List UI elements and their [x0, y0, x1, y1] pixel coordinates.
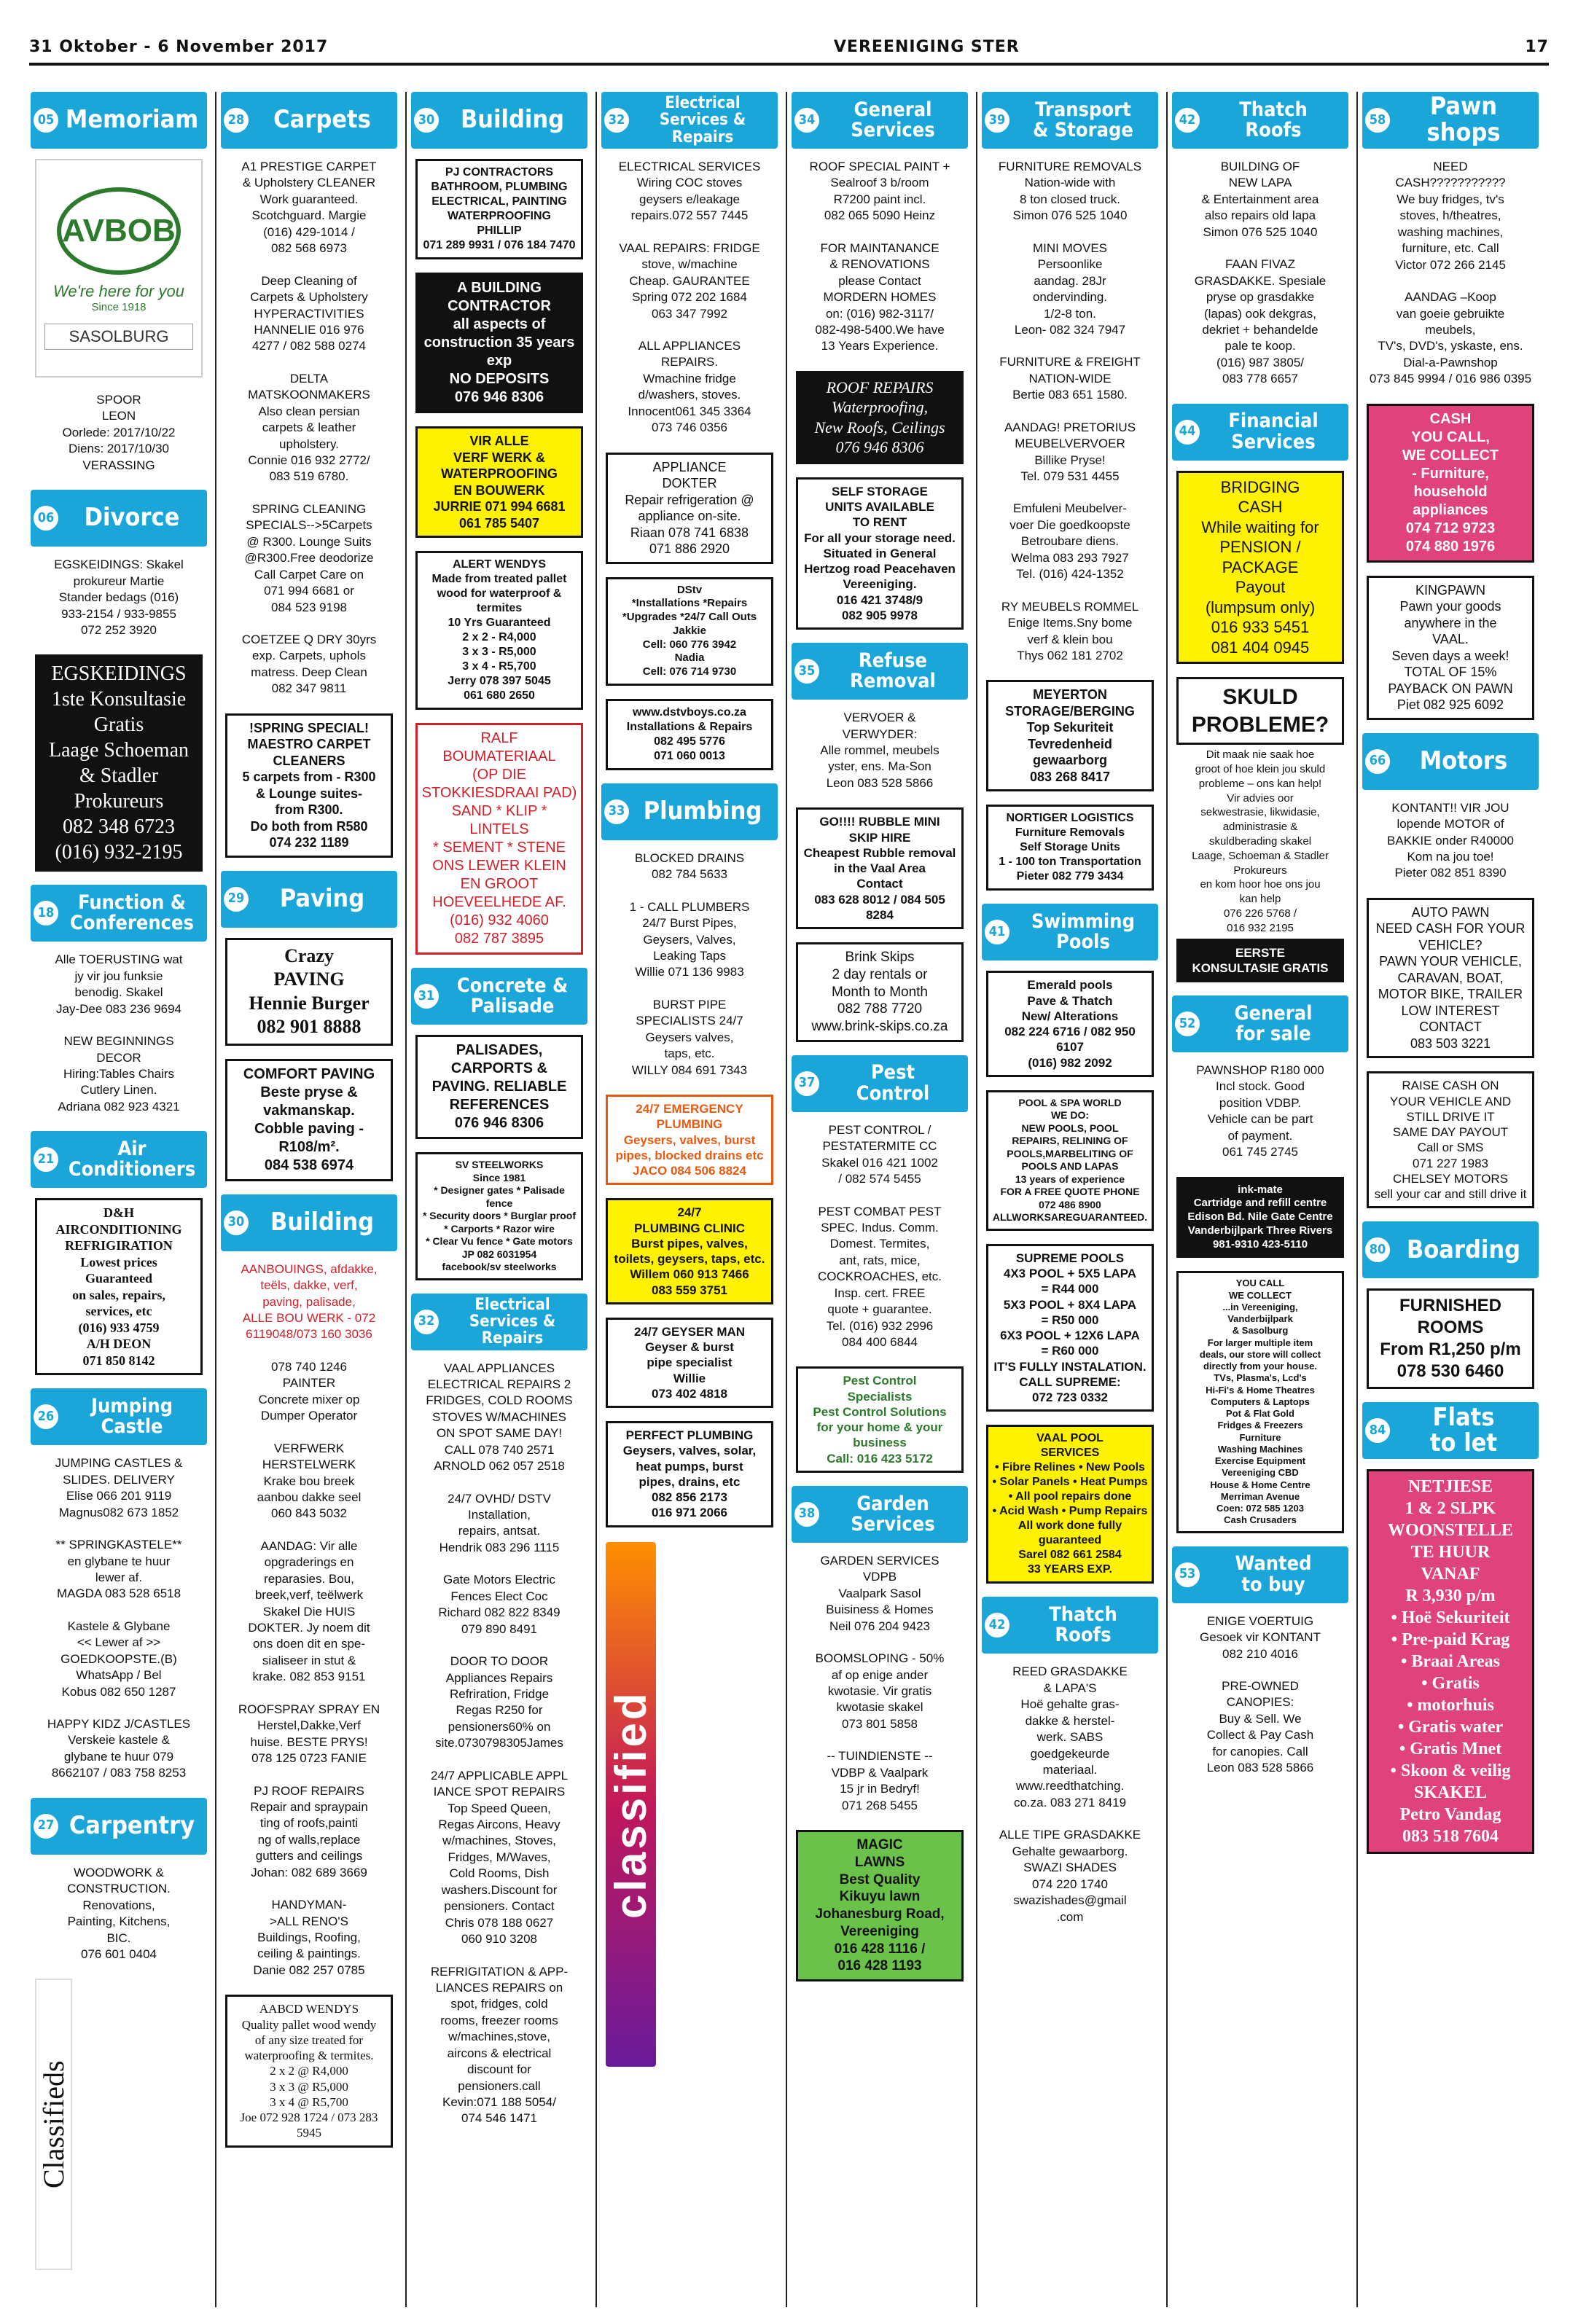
classified-ad: BURST PIPE SPECIALISTS 24/7 Geysers valves, taps, etc. WILLY 084 691 7343: [631, 997, 748, 1077]
section-title: Swimming Pools: [1031, 910, 1135, 954]
section-title: Concrete & Palisade: [456, 974, 569, 1017]
classified-ad: ROOF SPECIAL PAINT + Sealroof 3 b/room R7200 paint incl. 082 065 5090 Heinz: [809, 160, 950, 223]
section-title: Refuse Removal: [850, 649, 936, 693]
classified-ad: VAAL REPAIRS: FRIDGE stove, w/machine Cheap. GAURANTEE Spring 072 202 1684 063 347 7992: [619, 240, 760, 321]
classified-ad: PAWNSHOP R180 000 Incl stock. Good position VDBP. Vehicle can be part of payment. 061 745 2745: [1196, 1063, 1324, 1159]
column-2: [221, 92, 397, 2307]
section-number: 33: [604, 799, 629, 824]
classified-ad: 078 740 1246 PAINTER Concrete mixer op Dumper Operator: [258, 1359, 360, 1423]
classified-ad: WOODWORK & CONSTRUCTION. Renovations, Painting, Kitchens, BIC. 076 601 0404: [67, 1865, 171, 1961]
classified-ad: NEW BEGINNINGS DECOR Hiring:Tables Chairs Cutlery Linen. Adriana 082 923 4321: [58, 1034, 180, 1114]
section-concrete: [411, 968, 587, 1025]
classified-ad: ALLE TIPE GRASDAKKE Gehalte gewaarborg. SWAZI SHADES 074 220 1740 swazishades@gmail .com: [999, 1828, 1141, 1924]
column-divider: [595, 92, 597, 2307]
section-transport: [982, 92, 1158, 149]
column-6: [982, 92, 1158, 2307]
classified-ad: -- TUINDIENSTE -- VDBP & Vaalpark 15 jr in Bedryf! 071 268 5455: [827, 1749, 933, 1812]
section-refuse: [792, 643, 968, 700]
column-4: [601, 92, 778, 2307]
section-number: 21: [34, 1147, 58, 1172]
dstv-ad: DStv *Installations *Repairs *Upgrades *24/7 Call Outs Jakkie Cell: 060 776 3942 Nadia Cell: 076 714 9730: [606, 577, 773, 686]
display-ad: KINGPAWN Pawn your goods anywhere in the VAAL. Seven days a week! TOTAL OF 15% PAYBACK ON PAWN Piet 082 925 6092: [1367, 576, 1534, 720]
classified-ad: DOOR TO DOOR Appliances Repairs Refriration, Fridge Regas R250 for pensioners60% on site.0730798305James: [435, 1654, 563, 1750]
display-ad: NORTIGER LOGISTICS Furniture Removals Self Storage Units 1 - 100 ton Transportation Pieter 082 779 3434: [986, 805, 1154, 891]
classified-ad: 1 - CALL PLUMBERS 24/7 Burst Pipes, Geysers, Valves, Leaking Taps Willie 071 136 9983: [629, 899, 750, 979]
section-wanted: [1172, 1546, 1348, 1603]
classified-ad: EGSKEIDINGS: Skakel prokureur Martie Stander bedags (016) 933-2154 / 933-9855 072 252 3920: [54, 557, 184, 637]
display-ad: 24/7 EMERGENCY PLUMBING Geysers, valves, burst pipes, blocked drains etc JACO 084 506 8824: [606, 1095, 773, 1185]
avbob-location: SASOLBURG: [44, 324, 192, 350]
section-pawn: [1362, 92, 1539, 149]
section-plumbing: [601, 783, 778, 840]
classified-ad: AANBOUINGS, afdakke, teëls, dakke, verf, paving, palisade, ALLE BOU WERK - 072 6119048/073 160 3036: [241, 1261, 378, 1342]
section-carpentry: [31, 1798, 207, 1855]
display-ad: CASH YOU CALL, WE COLLECT - Furniture, household appliances 074 712 9723 074 880 1976: [1367, 404, 1534, 563]
section-number: 35: [794, 659, 819, 684]
display-ad: AABCD WENDYS Quality pallet wood wendy of any size treated for waterproofing & termites. 2 x 2 @ R4,000 3 x 3 @ R5,000 3 x 4 @ R5,700 Joe 072 928 1724 / 073 283 5945: [225, 1995, 393, 2147]
classified-ad: VERVOER & VERWYDER: Alle rommel, meubels yster, ens. Ma-Son Leon 083 528 5866: [820, 711, 940, 790]
display-ad: APPLIANCE DOKTER Repair refrigeration @ appliance on-site. Riaan 078 741 6838 071 886 2920: [606, 453, 773, 564]
classified-ad: KONTANT!! VIR JOU lopende MOTOR of BAKKIE onder R40000 Kom na jou toe! Pieter 082 851 8390: [1387, 800, 1514, 880]
header-rule: [29, 63, 1549, 66]
classified-ad: AANDAG: Vir alle opgraderings en reparasies. Bou, breek,verf, teëlwerk Skakel Die HUIS DOKTER. Jy noem dit ons doen dit en spe- sialiseer in stut & krake. 082 853 9151: [248, 1538, 370, 1684]
classified-ad: VAAL APPLIANCES ELECTRICAL REPAIRS 2 FRIDGES, COLD ROOMS STOVES W/MACHINES ON SPOT SAME DAY! CALL 078 740 2571 ARNOLD 062 057 2518: [426, 1361, 573, 1474]
avbob-logo: AVBOB: [57, 187, 181, 275]
classified-ad: JUMPING CASTLES & SLIDES. DELIVERY Elise 066 201 9119 Magnus082 673 1852: [55, 1456, 183, 1519]
classified-ad: PJ ROOF REPAIRS Repair and spraypain ting of roofs,painti ng of walls,replace gutters and ceilings Johan: 082 689 3669: [250, 1783, 368, 1879]
section-number: 39: [985, 108, 1009, 133]
section-number: 31: [414, 984, 439, 1009]
column-3: [411, 92, 587, 2307]
display-ad: www.dstvboys.co.za Installations & Repairs 082 495 5776 071 060 0013: [606, 699, 773, 770]
display-ad: Emerald pools Pave & Thatch New/ Alterations 082 224 6716 / 082 950 6107 (016) 982 2092: [986, 971, 1154, 1077]
section-title: Carpentry: [69, 1810, 195, 1840]
classified-ad: Gate Motors Electric Fences Elect Coc Richard 082 822 8349 079 890 8491: [438, 1573, 560, 1636]
classified-ad: BOOMSLOPING - 50% af op enige ander kwotasie. Vir gratis kwotasie skakel 073 801 5858: [815, 1651, 945, 1731]
display-ad: POOL & SPA WORLD WE DO: NEW POOLS, POOL REPAIRS, RELINING OF POOLS,MARBELITING OF POOLS AND LAPAS 13 years of experience FOR A FREE QUOTE PHONE 072 486 8900 ALLWORKSAREGUARANTEED.: [986, 1090, 1154, 1231]
display-ad: SV STEELWORKS Since 1981 * Designer gates * Palisade fence * Security doors * Burglar proof * Carports * Razor wire * Clear Vu fence * Gate motors JP 082 6031954 facebook/sv steelworks: [415, 1152, 583, 1280]
classified-ad: AANDAG! PRETORIUS MEUBELVERVOER Billike Pryse! Tel. 079 531 4455: [1004, 420, 1136, 483]
classified-ad: AANDAG –Koop van goeie gebruikte meubels, TV's, DVD's, yskaste, ens. Dial-a-Pawnshop 073 845 9994 / 016 986 0395: [1369, 290, 1532, 386]
display-ad: A BUILDING CONTRACTOR all aspects of construction 35 years exp NO DEPOSITS 076 946 8306: [415, 273, 583, 413]
section-number: 41: [985, 920, 1009, 944]
section-title: Plumbing: [643, 796, 762, 826]
section-motors: [1362, 733, 1539, 790]
classified-ad: 24/7 OVHD/ DSTV Installation, repairs, antsat. Hendrik 083 296 1115: [439, 1491, 560, 1554]
classified-ad: HAPPY KIDZ J/CASTLES Verskeie kastele & glybane te huur 079 8662107 / 083 758 8253: [47, 1717, 191, 1780]
display-ad-text: Dit maak nie saak hoe groot of hoe klein jou skuld probleme – ons kan help! Vir advies oor sekwestrasie, likwidasie, administrasie & skuldberading skakel Laage, Schoeman & Stadler Prokureurs en kom hoor hoe ons jou kan help 076 226 5768 / 016 932 2195: [1192, 748, 1329, 934]
section-title: Building: [460, 105, 565, 135]
display-ad: PJ CONTRACTORS BATHROOM, PLUMBING ELECTRICAL, PAINTING WATERPROOFING PHILLIP 071 289 9931 / 076 184 7470: [415, 159, 583, 259]
classified-ad: 24/7 APPLICABLE APPL IANCE SPOT REPAIRS Top Speed Queen, Regas Aircons, Heavy w/machines, Stoves, Fridges, M/Waves, Cold Rooms, Dish washers.Discount for pensioners. Contact Chris 078 188 0627 060 910 3208: [430, 1768, 569, 1947]
section-electrical: [601, 92, 778, 149]
section-number: 66: [1365, 749, 1390, 774]
display-ad: 24/7 GEYSER MAN Geyser & burst pipe specialist Willie 073 402 4818: [606, 1318, 773, 1408]
classified-ad: ELECTRICAL SERVICES Wiring COC stoves geysers e/leakage repairs.072 557 7445: [618, 160, 761, 223]
section-title: Electrical Services & Repairs: [469, 1295, 556, 1348]
section-thatch: [982, 1597, 1158, 1654]
column-divider: [405, 92, 407, 2307]
display-ad: GO!!!! RUBBLE MINI SKIP HIRE Cheapest Rubble removal in the Vaal Area Contact 083 628 8012 / 084 505 8284: [796, 807, 964, 929]
classified-ad: PEST CONTROL / PESTATERMITE CC Skakel 016 421 1002 / 082 574 5455: [821, 1122, 938, 1186]
section-title: Thatch Roofs: [1239, 98, 1308, 141]
section-general-services: [792, 92, 968, 149]
display-ad: ink-mate Cartridge and refill centre Edison Bd. Nile Gate Centre Vanderbijlpark Three Rivers 981-9310 423-5110: [1176, 1177, 1344, 1259]
section-title: Pawn shops: [1426, 92, 1501, 147]
avbob-since: Since 1918: [91, 300, 147, 313]
section-number: 80: [1365, 1237, 1390, 1262]
classified-ad: VERFWERK HERSTELWERK Krake bou breek aanbou dakke seel 060 843 5032: [257, 1441, 362, 1521]
classified-ad: COETZEE Q DRY 30yrs exp. Carpets, uphols matress. Deep Clean 082 347 9811: [241, 632, 377, 696]
display-ad: MAGIC LAWNS Best Quality Kikuyu lawn Johanesburg Road, Vereeniging 016 428 1116 / 016 428 1193: [796, 1830, 964, 1981]
section-number: 34: [794, 108, 819, 133]
section-building: [411, 92, 587, 149]
section-title: Boarding: [1406, 1235, 1521, 1264]
classified-ad: DELTA MATSKOONMAKERS Also clean persian carpets & leather upholstery. Connie 016 932 2772/ 083 519 6780.: [248, 371, 370, 484]
section-number: 05: [34, 108, 58, 133]
column-7: [1172, 92, 1348, 2307]
notice-text: SPOOR LEON Oorlede: 2017/10/22 Diens: 2017/10/30 VERASSING: [62, 393, 176, 472]
display-ad: ALERT WENDYS Made from treated pallet wood for waterproof & termites 10 Yrs Guaranteed 2 x 2 - R4,000 3 x 3 - R5,000 3 x 4 - R5,700 Jerry 078 397 5045 061 680 2650: [415, 551, 583, 710]
classified-ad: PEST COMBAT PEST SPEC. Indus. Comm. Domest. Termites, ant, rats, mice, COCKROACHES, etc. Insp. cert. FREE quote + guarantee. Tel. (016) 932 2996 084 400 6844: [817, 1204, 942, 1349]
section-number: 42: [1175, 108, 1200, 133]
section-title: General Services: [851, 98, 935, 141]
section-title: Financial Services: [1228, 410, 1319, 453]
classified-ad: PRE-OWNED CANOPIES: Buy & Sell. We Collect & Pay Cash for canopies. Call Leon 083 528 5866: [1206, 1678, 1314, 1775]
classifieds-logo: Classifieds: [35, 1979, 72, 2270]
classified-ad: Kastele & Glybane << Lewer af >> GOEDKOOPSTE.(B) WhatsApp / Bel Kobus 082 650 1287: [60, 1619, 177, 1699]
section-memoriam: [31, 92, 207, 149]
section-title: Air Conditioners: [68, 1137, 196, 1181]
display-ad-title: SKULD PROBLEME?: [1176, 677, 1344, 745]
section-divorce: [31, 490, 207, 547]
section-title: Thatch Roofs: [1049, 1603, 1117, 1647]
section-thatch: [1172, 92, 1348, 149]
classified-ad: FURNITURE REMOVALS Nation-wide with 8 ton closed truck. Simon 076 525 1040: [998, 160, 1142, 223]
section-number: 44: [1175, 420, 1200, 445]
section-paving: [221, 871, 397, 928]
section-air: [31, 1131, 207, 1188]
section-title: General for sale: [1234, 1001, 1313, 1046]
section-number: 30: [414, 108, 439, 133]
classified-ad: MINI MOVES Persoonlike aandag. 28Jr ondervinding. 1/2-8 ton. Leon- 082 324 7947: [1014, 240, 1126, 337]
display-ad: EERSTE KONSULTASIE GRATIS: [1176, 939, 1344, 983]
avbob-ad: [35, 159, 203, 377]
classified-ad: Emfuleni Meubelver- voer Die goedkoopste Betroubare diens. Welma 083 293 7927 Tel. (016) 424-1352: [1009, 501, 1130, 582]
display-ad: BRIDGING CASH While waiting for PENSION / PACKAGE Payout (lumpsum only) 016 933 5451 081 404 0945: [1176, 471, 1344, 665]
display-ad: Pest Control Specialists Pest Control Solutions for your home & your business Call: 016 423 5172: [796, 1366, 964, 1473]
display-ad: VIR ALLE VERF WERK & WATERPROOFING EN BOUWERK JURRIE 071 994 6681 061 785 5407: [415, 426, 583, 538]
section-number: 84: [1365, 1418, 1390, 1443]
section-title: Transport & Storage: [1033, 98, 1133, 141]
section-title: Divorce: [84, 503, 180, 533]
section-number: 29: [224, 887, 249, 912]
display-ad: AUTO PAWN NEED CASH FOR YOUR VEHICLE? PAWN YOUR VEHICLE, CARAVAN, BOAT, MOTOR BIKE, TRAILER LOW INTEREST CONTACT 083 503 3221: [1367, 898, 1534, 1059]
classified-ad: ** SPRINGKASTELE** en glybane te huur lewer af. MAGDA 083 528 6518: [55, 1538, 182, 1601]
section-title: Flats to let: [1429, 1402, 1498, 1458]
classified-ad: RY MEUBELS ROMMEL Enige Items.Sny bome verf & klein bou Thys 062 181 2702: [1001, 599, 1139, 662]
section-number: 27: [34, 1814, 58, 1839]
classified-ad: FAAN FIVAZ GRASDAKKE. Spesiale pryse op grasdakke (lapas) ook dekgras, dekriet + behandelde pale te koop. (016) 987 3805/ 083 778 6657: [1194, 257, 1327, 386]
display-ad: VAAL POOL SERVICES • Fibre Relines • New Pools • Solar Panels • Heat Pumps • All pool repairs done • Acid Wash • Pump Repairs All work done fully guaranteed Sarel 082 661 2584 33 YEARS EXP.: [986, 1425, 1154, 1584]
section-number: 53: [1175, 1562, 1200, 1587]
section-boarding: [1362, 1221, 1539, 1278]
display-ad: NETJIESE 1 & 2 SLPK WOONSTELLE TE HUUR VANAF R 3,930 p/m • Hoë Sekuriteit • Pre-paid Krag • Braai Areas • Gratis • motorhuis • Gratis water • Gratis Mnet • Skoon & veilig SKAKEL Petro Vandag 083 518 7604: [1367, 1469, 1534, 1854]
display-ad: 24/7 PLUMBING CLINIC Burst pipes, valves, toilets, geysers, taps, etc. Willem 060 913 7466 083 559 3751: [606, 1198, 773, 1304]
column-divider: [1356, 92, 1358, 2307]
section-title: Memoriam: [65, 105, 199, 135]
display-ad: !SPRING SPECIAL! MAESTRO CARPET CLEANERS 5 carpets from - R300 & Lounge suites- from R300. Do both from R580 074 232 1189: [225, 713, 393, 858]
classified-ad: ENIGE VOERTUIG Gesoek vir KONTANT 082 210 4016: [1200, 1613, 1321, 1661]
classified-promo: classified: [606, 1542, 656, 2067]
section-function: [31, 885, 207, 942]
display-ad: MEYERTON STORAGE/BERGING Top Sekuriteit Tevredenheid gewaarborg 083 268 8417: [986, 680, 1154, 791]
display-ad: RAISE CASH ON YOUR VEHICLE AND STILL DRIVE IT SAME DAY PAYOUT Call or SMS 071 227 1983 CHELSEY MOTORS sell your car and still drive it: [1367, 1071, 1534, 1208]
classified-ad: Alle TOERUSTING wat jy vir jou funksie benodig. Skakel Jay-Dee 083 236 9694: [55, 952, 183, 1016]
classified-ad: A1 PRESTIGE CARPET & Upholstery CLEANER Work guaranteed. Scotchguard. Margie (016) 429-1014 / 082 568 6973: [241, 160, 377, 256]
page-number: 17: [1525, 37, 1549, 56]
classified-ad: ALL APPLIANCES REPAIRS. Wmachine fridge d/washers, stoves. Innocent061 345 3364 073 746 0356: [628, 338, 751, 435]
page-header: [29, 32, 1549, 61]
section-number: 32: [604, 108, 629, 133]
section-number: 37: [794, 1071, 819, 1096]
section-number: 52: [1175, 1012, 1200, 1036]
column-divider: [786, 92, 787, 2307]
column-5: [792, 92, 968, 2307]
display-ad: Brink Skips 2 day rentals or Month to Month 082 788 7720 www.brink-skips.co.za: [796, 942, 964, 1042]
column-divider: [976, 92, 977, 2307]
display-ad: FURNISHED ROOMS From R1,250 p/m 078 530 6460: [1367, 1288, 1534, 1389]
classified-ad: Deep Cleaning of Carpets & Upholstery HYPERACTIVITIES HANNELIE 016 976 4277 / 082 588 0274: [250, 273, 368, 353]
classified-ad: FOR MAINTANANCE & RENOVATIONS please Contact MORDERN HOMES on: (016) 982-3117/ 082-498-5400.We have 13 Years Experience.: [815, 240, 945, 353]
display-ad: YOU CALL WE COLLECT ...in Vereeniging, Vanderbijlpark & Sasolburg For larger multiple item deals, our store will collect directly from your house. TVs, Plasma's, Lcd's Hi-Fi's & Home Theatres Computers & Laptops Pot & Flat Gold Fridges & Freezers Furniture Washing Machines Exercise Equipment Vereeniging CBD House & Home Centre Merriman Avenue Coen: 072 585 1203 Cash Crusaders: [1176, 1271, 1344, 1533]
section-title: Function & Conferences: [70, 891, 194, 935]
display-ad: ROOF REPAIRS Waterproofing, New Roofs, Ceilings 076 946 8306: [796, 371, 964, 464]
section-title: Paving: [279, 883, 365, 913]
section-number: 42: [985, 1613, 1009, 1638]
section-title: Wanted to buy: [1235, 1552, 1312, 1596]
display-ad: PERFECT PLUMBING Geysers, valves, solar, heat pumps, burst pipes, drains, etc 082 856 2173 016 971 2066: [606, 1421, 773, 1527]
section-pools: [982, 904, 1158, 960]
display-ad: D&H AIRCONDITIONING REFRIGIRATION Lowest prices Guaranteed on sales, repairs, services, etc (016) 933 4759 A/H DEON 071 850 8142: [35, 1198, 203, 1375]
classified-ad: ROOFSPRAY SPRAY EN Herstel,Dakke,Verf huise. BESTE PRYS! 078 125 0723 FANIE: [238, 1702, 380, 1766]
column-divider: [1166, 92, 1168, 2307]
avbob-tagline: We're here for you: [53, 281, 184, 300]
classified-ad: NEED CASH??????????? We buy fridges, tv's stoves, h/theatres, washing machines, furniture, etc. Call Victor 072 266 2145: [1395, 160, 1506, 272]
section-building: [221, 1194, 397, 1251]
section-title: Carpets: [273, 105, 371, 135]
classified-ad: BUILDING OF NEW LAPA & Entertainment area also repairs old lapa Simon 076 525 1040: [1201, 160, 1319, 239]
display-ad: COMFORT PAVING Beste pryse & vakmanskap. Cobble paving - R108/m². 084 538 6974: [225, 1059, 393, 1181]
paper-name: VEREENIGING STER: [833, 37, 1020, 56]
section-title: Pest Control: [856, 1061, 930, 1105]
section-number: 32: [414, 1310, 439, 1334]
section-electrical: [411, 1294, 587, 1350]
section-title: Electrical Services & Repairs: [659, 94, 746, 146]
section-title: Garden Services: [851, 1492, 935, 1535]
section-title: Motors: [1419, 746, 1508, 775]
section-pest: [792, 1055, 968, 1112]
section-garden: [792, 1486, 968, 1543]
classified-ad: BLOCKED DRAINS 082 784 5633: [634, 850, 745, 882]
section-flats: [1362, 1402, 1539, 1459]
section-title: Jumping Castle: [90, 1394, 173, 1439]
column-divider: [215, 92, 216, 2307]
column-1: [31, 92, 207, 2307]
section-jumping: [31, 1388, 207, 1445]
section-title: Building: [270, 1207, 375, 1237]
classified-ad: REFRIGITATION & APP- LIANCES REPAIRS on spot, fridges, cold rooms, freezer rooms w/machines,stove, aircons & electrical discount for pensioners.call Kevin:071 188 5054/ 074 546 1471: [430, 1964, 569, 2126]
section-number: 58: [1365, 108, 1390, 133]
section-carpets: [221, 92, 397, 149]
display-ad: EGSKEIDINGS 1ste Konsultasie Gratis Laage Schoeman & Stadler Prokureurs 082 348 6723 (016) 932-2195: [35, 654, 203, 872]
section-number: 18: [34, 901, 58, 926]
classified-ad: SPRING CLEANING SPECIALS-->5Carpets @ R300. Lounge Suits @R300.Free deodorize Call Carpet Care on 071 994 6681 or 084 523 9198: [244, 501, 374, 614]
classified-ad: HANDYMAN- >ALL RENO'S Buildings, Roofing, ceiling & paintings. Danie 082 257 0785: [253, 1898, 365, 1977]
section-number: 38: [794, 1502, 819, 1527]
issue-date: 31 Oktober - 6 November 2017: [29, 37, 329, 56]
classified-ad: FURNITURE & FREIGHT NATION-WIDE Bertie 083 651 1580.: [999, 355, 1141, 402]
section-number: 30: [224, 1210, 249, 1235]
column-8: [1362, 92, 1539, 2307]
classified-ad: REED GRASDAKKE & LAPA'S Hoë gehalte gras- dakke & herstel- werk. SABS goedgekeurde materiaal. www.reedthatching. co.za. 083 271 8419: [1012, 1664, 1128, 1809]
section-general-sale: [1172, 995, 1348, 1052]
display-ad: SELF STORAGE UNITS AVAILABLE TO RENT For all your storage need. Situated in General Hertzog road Peacehaven Vereeniging. 016 421 3748/9 082 905 9978: [796, 477, 964, 630]
display-ad: PALISADES, CARPORTS & PAVING. RELIABLE REFERENCES 076 946 8306: [415, 1035, 583, 1139]
display-ad: RALF BOUMATERIAAL (OP DIE STOKKIESDRAAI PAD) SAND * KLIP * LINTELS * SEMENT * STENE ONS LEWER KLEIN EN GROOT HOEVEELHEDE AF. (016) 932 4060 082 787 3895: [415, 723, 583, 955]
section-number: 28: [224, 108, 249, 133]
classified-ad: GARDEN SERVICES VDPB Vaalpark Sasol Buisiness & Homes Neil 076 204 9423: [820, 1553, 940, 1633]
section-number: 26: [34, 1404, 58, 1429]
display-ad: Crazy PAVING Hennie Burger 082 901 8888: [225, 938, 393, 1046]
display-ad: SUPREME POOLS 4X3 POOL + 5X5 LAPA = R44 000 5X3 POOL + 8X4 LAPA = R50 000 6X3 POOL + 12X6 LAPA = R60 000 IT'S FULLY INSTALATION. CALL SUPREME: 072 723 0332: [986, 1244, 1154, 1412]
section-number: 06: [34, 506, 58, 531]
section-financial: [1172, 404, 1348, 461]
